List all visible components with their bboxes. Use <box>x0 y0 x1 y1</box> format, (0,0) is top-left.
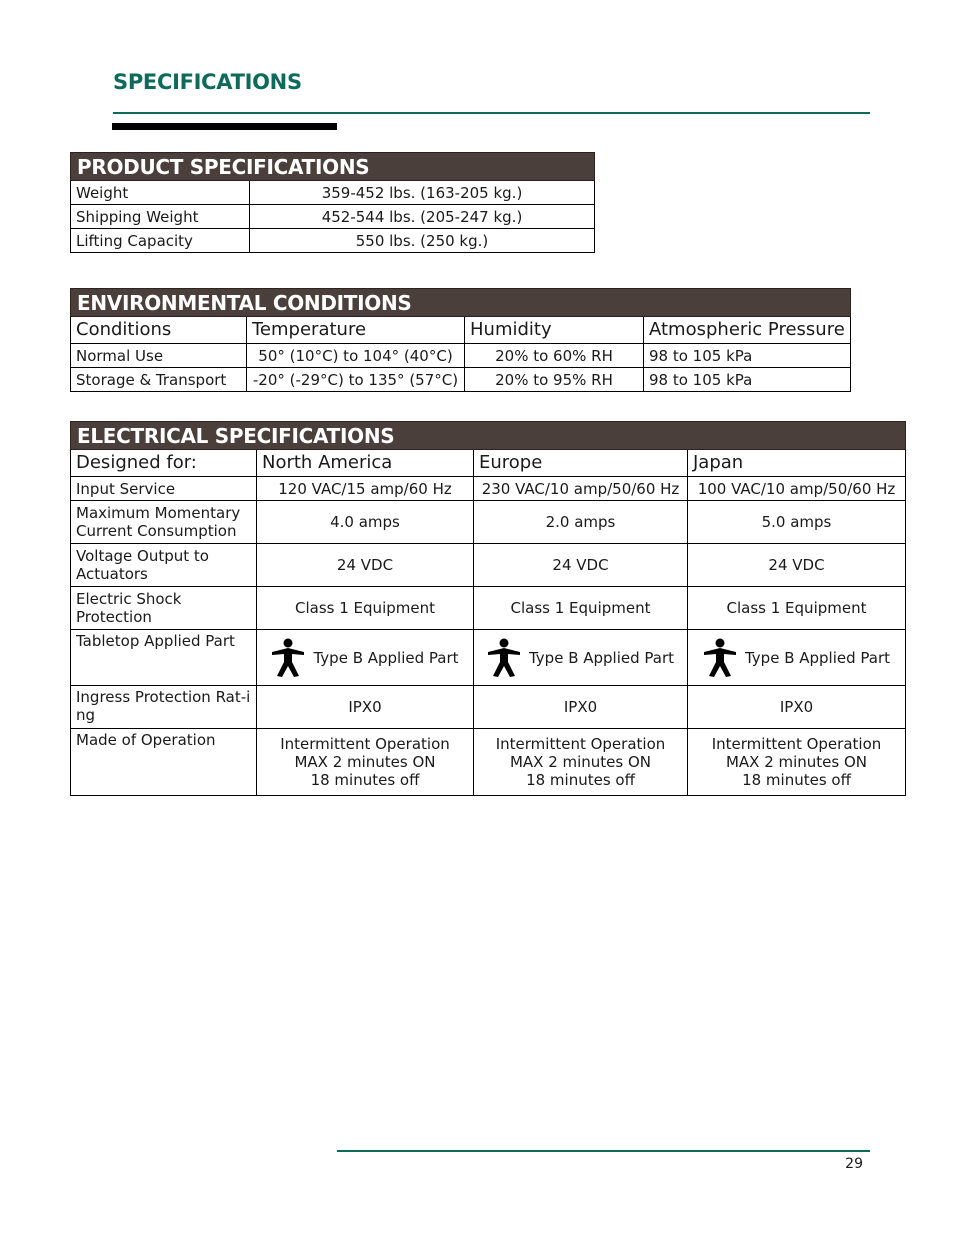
top-divider <box>113 112 870 114</box>
spec-label: Tabletop Applied Part <box>71 630 257 686</box>
column-header-row <box>71 450 906 477</box>
operation-line: 18 minutes off <box>526 771 635 789</box>
spec-value <box>688 729 906 796</box>
spec-value <box>257 729 474 796</box>
spec-value <box>474 729 688 796</box>
spec-value <box>257 630 474 686</box>
operation-line: Intermittent Operation <box>280 735 450 753</box>
spec-value: 120 VAC/15 amp/60 Hz <box>257 477 474 501</box>
spec-value: Class 1 Equipment <box>688 587 906 630</box>
condition-cell: Normal Use <box>71 344 247 368</box>
table-row <box>71 477 906 501</box>
spec-label: Maximum Momentary Current Consumption <box>71 501 257 544</box>
column-header: Europe <box>474 450 688 477</box>
spec-value: Class 1 Equipment <box>257 587 474 630</box>
page-number: 29 <box>845 1156 863 1172</box>
humidity-cell: 20% to 60% RH <box>465 344 644 368</box>
pressure-cell: 98 to 105 kPa <box>644 368 851 392</box>
spec-label: Weight <box>71 181 250 205</box>
applied-part-text: Type B Applied Part <box>528 648 675 667</box>
temperature-cell: 50° (10°C) to 104° (40°C) <box>247 344 465 368</box>
spec-label: Shipping Weight <box>71 205 250 229</box>
temperature-cell: -20° (-29°C) to 135° (57°C) <box>247 368 465 392</box>
column-header: North America <box>257 450 474 477</box>
column-header: Designed for: <box>71 450 257 477</box>
table-row <box>71 587 906 630</box>
spec-label: Ingress Protection Rat-ing <box>71 686 257 729</box>
humidity-cell: 20% to 95% RH <box>465 368 644 392</box>
bottom-divider <box>337 1150 870 1152</box>
applied-part-text: Type B Applied Part <box>744 648 891 667</box>
spec-label: Made of Operation <box>71 729 257 796</box>
column-header: Japan <box>688 450 906 477</box>
applied-part-text: Type B Applied Part <box>313 648 459 667</box>
table-row <box>71 686 906 729</box>
product-specifications-title: PRODUCT SPECIFICATIONS <box>71 153 595 181</box>
table-row <box>71 368 851 392</box>
pressure-cell: 98 to 105 kPa <box>644 344 851 368</box>
spec-label: Electric Shock Protection <box>71 587 257 630</box>
spec-value: 24 VDC <box>257 544 474 587</box>
table-row <box>71 501 906 544</box>
spec-value <box>688 630 906 686</box>
operation-line: 18 minutes off <box>742 771 851 789</box>
type-b-applied-part-icon <box>703 638 737 678</box>
spec-value: 24 VDC <box>474 544 688 587</box>
electrical-specifications-title: ELECTRICAL SPECIFICATIONS <box>71 422 906 450</box>
column-header: Atmospheric Pressure <box>644 317 851 344</box>
spec-value: 359-452 lbs. (163-205 kg.) <box>250 181 595 205</box>
spec-value: Class 1 Equipment <box>474 587 688 630</box>
type-b-applied-part-icon <box>487 638 521 678</box>
operation-line: MAX 2 minutes ON <box>725 753 868 771</box>
spec-value: IPX0 <box>688 686 906 729</box>
table-row <box>71 630 906 686</box>
spec-value: 452-544 lbs. (205-247 kg.) <box>250 205 595 229</box>
spec-value: 24 VDC <box>688 544 906 587</box>
table-row <box>71 229 595 253</box>
spec-value: IPX0 <box>257 686 474 729</box>
type-b-applied-part-icon <box>271 638 305 678</box>
spec-label: Lifting Capacity <box>71 229 250 253</box>
operation-line: MAX 2 minutes ON <box>294 753 436 771</box>
column-header: Humidity <box>465 317 644 344</box>
column-header: Conditions <box>71 317 247 344</box>
table-row <box>71 181 595 205</box>
spec-value: 5.0 amps <box>688 501 906 544</box>
spec-value: 100 VAC/10 amp/50/60 Hz <box>688 477 906 501</box>
spec-label: Voltage Output to Actuators <box>71 544 257 587</box>
operation-line: Intermittent Operation <box>495 735 666 753</box>
operation-line: MAX 2 minutes ON <box>509 753 652 771</box>
operation-line: 18 minutes off <box>310 771 420 789</box>
table-row <box>71 344 851 368</box>
spec-value: 2.0 amps <box>474 501 688 544</box>
condition-cell: Storage & Transport <box>71 368 247 392</box>
spec-value: 4.0 amps <box>257 501 474 544</box>
page-title: SPECIFICATIONS <box>113 70 302 94</box>
column-header-row <box>71 317 851 344</box>
spec-label: Input Service <box>71 477 257 501</box>
table-row <box>71 729 906 796</box>
environmental-conditions-title: ENVIRONMENTAL CONDITIONS <box>71 289 851 317</box>
operation-line: Intermittent Operation <box>711 735 882 753</box>
spec-value <box>474 630 688 686</box>
spec-value: 230 VAC/10 amp/50/60 Hz <box>474 477 688 501</box>
column-header: Temperature <box>247 317 465 344</box>
spec-value: 550 lbs. (250 kg.) <box>250 229 595 253</box>
table-row <box>71 205 595 229</box>
section-marker-bar <box>112 123 337 130</box>
electrical-specifications-table <box>70 421 906 796</box>
spec-value: IPX0 <box>474 686 688 729</box>
product-specifications-table <box>70 152 595 253</box>
table-row <box>71 544 906 587</box>
environmental-conditions-table <box>70 288 851 392</box>
